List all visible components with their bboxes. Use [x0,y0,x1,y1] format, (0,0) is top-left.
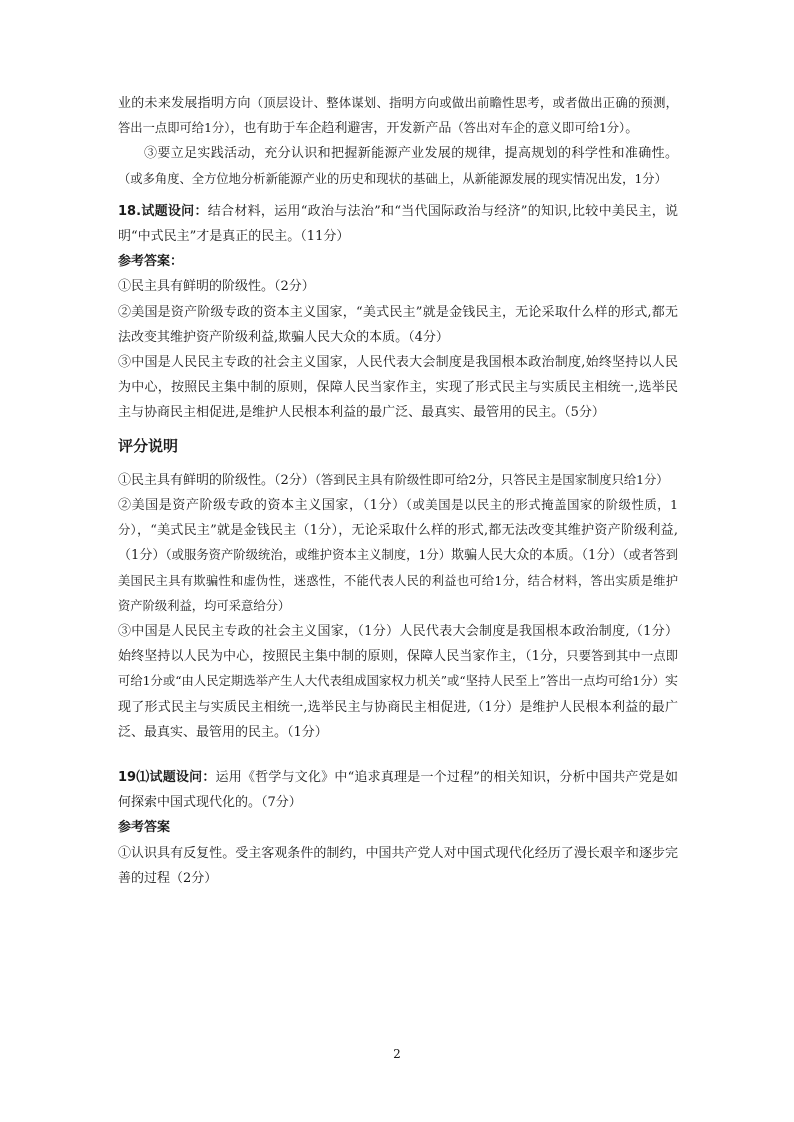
paragraph-top-3 [118,141,678,191]
question-text: 运用《哲学与文化》中“追求真理是一个过程”的相关知识，分析中国共产党是如何探索中国式现代化的。（7分） [118,770,678,811]
text: 。 [625,121,639,137]
scoring-note: 只要答到其中一点即可给1分或“由人民定期选举产生人大代表组成国家权力机关”或“坚持人民至上”答出一点均可给1分） [118,649,678,689]
answer-item-3: ③中国是人民民主专政的社会主义国家，人民代表大会制度是我国根本政治制度,始终坚持以人民为中心，按照民主集中制的原则，保障人民当家作主，实现了形式民主与实质民主相统一,选举民主与协商民主相促进,是维护人民根本利益的最广泛、最真实、最管用的民主。（5分） [118,355,678,421]
scoring-note: （或美国是以民主的形式掩盖国家的阶级性质，1分） [118,498,678,538]
scoring-item-3 [118,619,678,745]
question-label: 19⑴试题设问： [118,770,216,786]
scoring-note: （或多角度、全方位地分析新能源产业的历史和现状的基础上，从新能源发展的现实情况出发，1分） [118,171,667,186]
text: ③中国是人民民主专政的社会主义国家，（1分）人民代表大会制度是我国根本政治制度,（1分）始终坚持以人民为中心，按照民主集中制的原则，保障人民当家作主，（1分， [118,624,678,665]
answer-item-1: ①民主具有鲜明的阶级性。（2分） [118,279,315,295]
question-18 [118,199,678,249]
scoring-item-1 [118,468,678,493]
answer-item-2: ②美国是资产阶级专政的资本主义国家，“美式民主”就是金钱民主，无论采取什么样的形式,都无法改变其维护资产阶级利益,欺骗人民大众的本质。（4分） [118,304,678,345]
question-label: 18.试题设问： [118,203,208,219]
text: ①民主具有鲜明的阶级性。（2分） [118,472,315,488]
document-page [118,91,678,891]
text: ③要立足实践活动，充分认识和把握新能源产业发展的规律，提高规划的科学性和准确性。 [144,146,678,162]
question-19 [118,765,678,815]
scoring-heading: 评分说明 [118,436,179,455]
answer-label: 参考答案 [118,820,171,836]
text: ②美国是资产阶级专政的资本主义国家，（1分） [118,498,406,514]
page-number: 2 [393,1047,401,1061]
text: 实现了形式民主与实质民主相统一,选举民主与协商民主相促进,（1分）是维护人民根本利益的最广泛、最真实、最管用的民主。（1分） [118,674,678,740]
text: 业的未来发展指明方向 [118,96,251,111]
paragraph-top-1 [118,91,678,141]
scoring-note: （答到民主具有阶级性即可给2分，只答民主是国家制度只给1分） [314,472,669,487]
answer-label: 参考答案： [118,254,184,270]
scoring-note: （答出对车企的意义即可给1分） [451,121,626,136]
scoring-note: （或服务资产阶级统治，或维护资本主义制度，1分） [165,548,452,563]
scoring-note: （顶层设计、整体谋划、指明方向或做出前瞻性思考，或者做出正确的预测，答出一点即可给1分） [118,96,678,136]
scoring-note: （或者答到美国民主具有欺骗性和虚伪性，迷惑性，不能代表人民的利益也可给1分，结合材料，答出实质是维护资产阶级利益，均可采意给分） [118,548,678,613]
text: ，也有助于车企趋利避害，开发新产品 [230,121,452,137]
scoring-item-2 [118,493,678,619]
text: ，“美式民主”就是金钱民主（1分），无论采取什么样的形式,都无法改变其维护资产阶级利益,（1分） [118,523,678,564]
question-text: 结合材料，运用“政治与法治”和“当代国际政治与经济”的知识,比较中美民主，说明“中式民主”才是真正的民主。（11分） [118,203,679,245]
answer-item-1: ①认识具有反复性。受主客观条件的制约，中国共产党人对中国式现代化经历了漫长艰辛和逐步完善的过程（2分） [118,845,678,886]
text: 欺骗人民大众的本质。（1分） [451,548,623,564]
